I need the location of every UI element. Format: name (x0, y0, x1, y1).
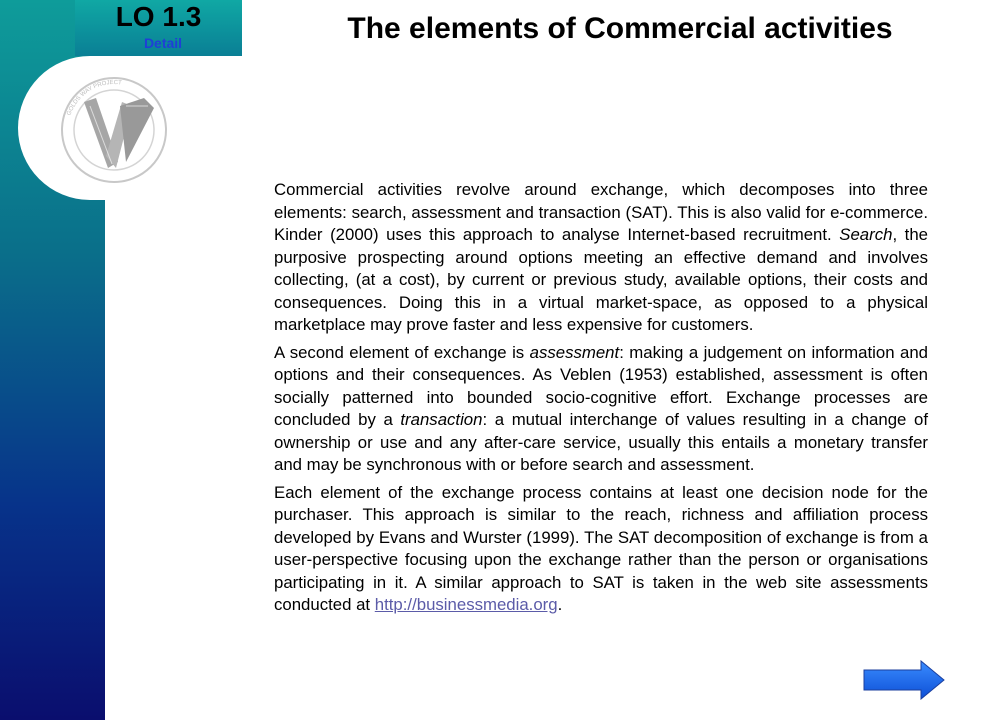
lo-label: LO 1.3 (115, 1, 202, 32)
businessmedia-link[interactable]: http://businessmedia.org (374, 595, 558, 614)
paragraph-3: Each element of the exchange process contains at least one decision node for the purchaser. This approach is similar to the reach, richness and affiliation process developed by Evans and Wurster (1999). The SAT decomposition of exchange is from a user-perspective focusing upon the exchange rather than the person or organisations participating in it. A similar approach to SAT is taken in the web site assessments conducted at http://businessmedia.org. (274, 482, 928, 614)
main-content (274, 179, 928, 622)
paragraph-2: A second element of exchange is assessment: making a judgement on information and options and their consequences. As Veblen (1953) established, assessment is often socially patterned into bounded socio-cognitive effort. Exchange processes are concluded by a transaction: a mutual interchange of values resulting in a change of ownership or use and any after-care service, usually this entails a monetary transfer and may be synchronous with or before search and assessment. (274, 342, 928, 474)
right-arrow-icon[interactable] (863, 660, 945, 700)
paragraph-1: Commercial activities revolve around exchange, which decomposes into three elements: search, assessment and transaction (SAT). This is also valid for e-commerce. Kinder (2000) uses this approach to analyse Internet-based recruitment. Search, the purposive prospecting around options meeting an effective demand and involves collecting, (at a cost), by current or previous study, available options, their costs and consequences. Doing this in a virtual market-space, as opposed to a physical marketplace may prove faster and less expensive for customers. (274, 180, 928, 334)
page-title: The elements of Commercial activities (347, 12, 893, 45)
logo-ring-text: GOLDS WAY PROJECT (66, 79, 123, 117)
detail-link[interactable]: Detail (143, 35, 183, 51)
project-logo-icon (60, 76, 168, 184)
